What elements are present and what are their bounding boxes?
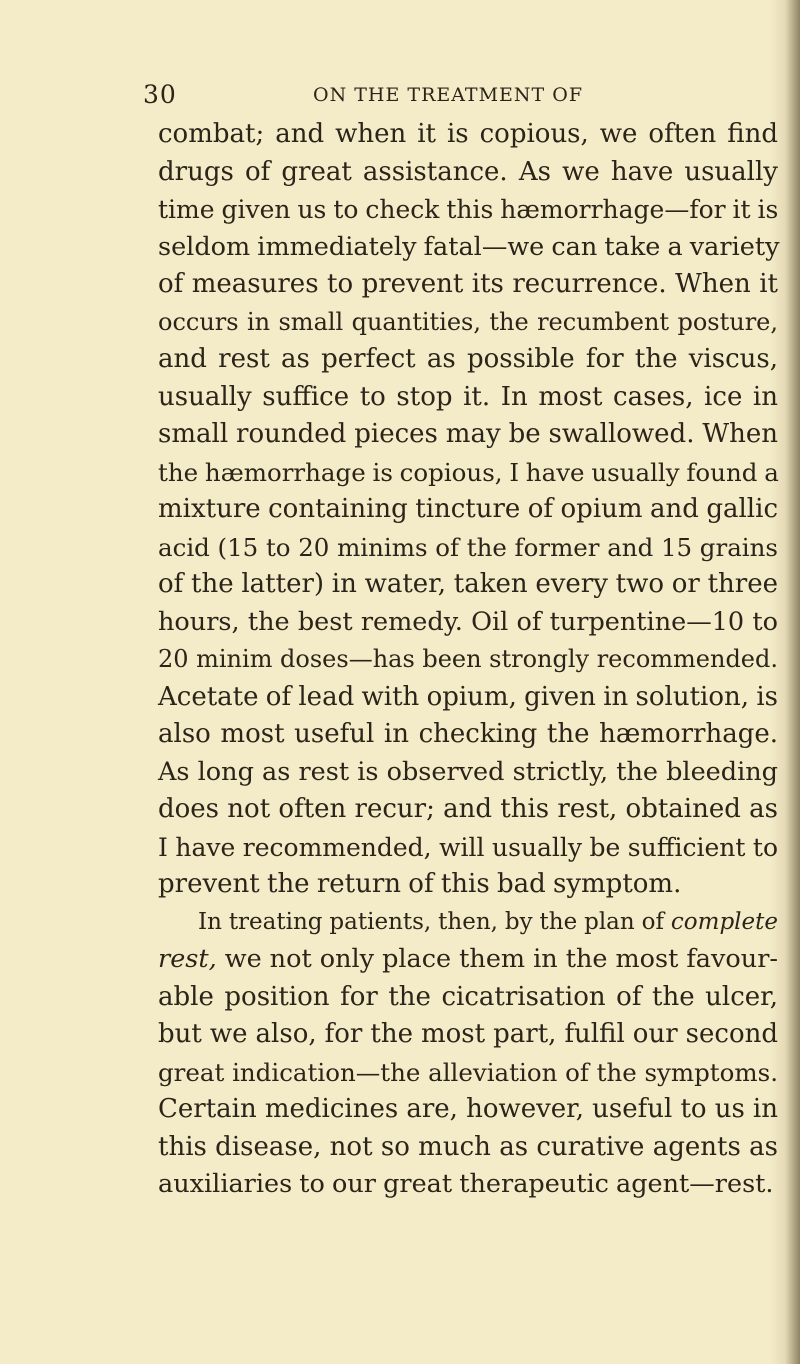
text-line: I have recommended, will usually be sufficient to [158,832,778,862]
text-line: time given us to check this hæmorrhage—for it is [158,195,779,224]
running-head: ON THE TREATMENT OF [313,84,584,106]
text-line: mixture containing tincture of opium and gallic [158,494,778,524]
text-line: able position for the cicatrisation of the ulcer, [158,981,778,1012]
text-line: hours, the best remedy. Oil of turpentine—10 to [158,606,778,637]
text-span: we not only place them in the most favour- [216,944,778,974]
text-line: acid (15 to 20 minims of the former and 15 grains [158,532,778,562]
text-line: does not often recur; and this rest, obtained as [158,794,778,824]
text-line: Certain medicines are, however, useful to us in [158,1094,778,1124]
page-number: 30 [143,80,177,109]
text-line: small rounded pieces may be swallowed. When [158,419,778,449]
italic-text: rest, [158,944,217,974]
text-line: 20 minim doses—has been strongly recommended. [158,645,778,673]
text-line: this disease, not so much as curative agents as [158,1131,778,1162]
paragraph-end-line: prevent the return of this bad symptom. [158,869,682,899]
text-line [158,941,778,979]
text-line: As long as rest is observed strictly, the bleeding [158,756,778,787]
text-line: and rest as perfect as possible for the viscus, [158,344,778,374]
text-line: occurs in small quantities, the recumbent posture, [158,307,778,336]
text-line: drugs of great assistance. As we have usually [158,156,778,187]
text-line: the hæmorrhage is copious, I have usually found a [158,457,779,487]
page-header [0,80,800,120]
text-line: also most useful in checking the hæmorrhage. [158,719,778,749]
body-text [158,116,778,1204]
text-line: of measures to prevent its recurrence. When it [158,269,778,299]
text-line: Acetate of lead with opium, given in solution, is [158,681,778,712]
paragraph-start-line [158,904,778,942]
text-line: usually suffice to stop it. In most cases, ice in [158,381,778,412]
text-span: In treating patients, then, by the plan of [198,908,671,935]
text-line: of the latter) in water, taken every two or three [158,569,778,599]
text-line: but we also, for the most part, fulfil our second [158,1019,778,1049]
text-line: great indication—the alleviation of the symptoms. [158,1057,778,1087]
italic-text: complete [670,908,778,935]
paragraph-end-line: auxiliaries to our great therapeutic agent—rest. [158,1169,774,1199]
text-line: seldom immediately fatal—we can take a variety [158,231,780,262]
text-line: combat; and when it is copious, we often find [158,119,778,149]
